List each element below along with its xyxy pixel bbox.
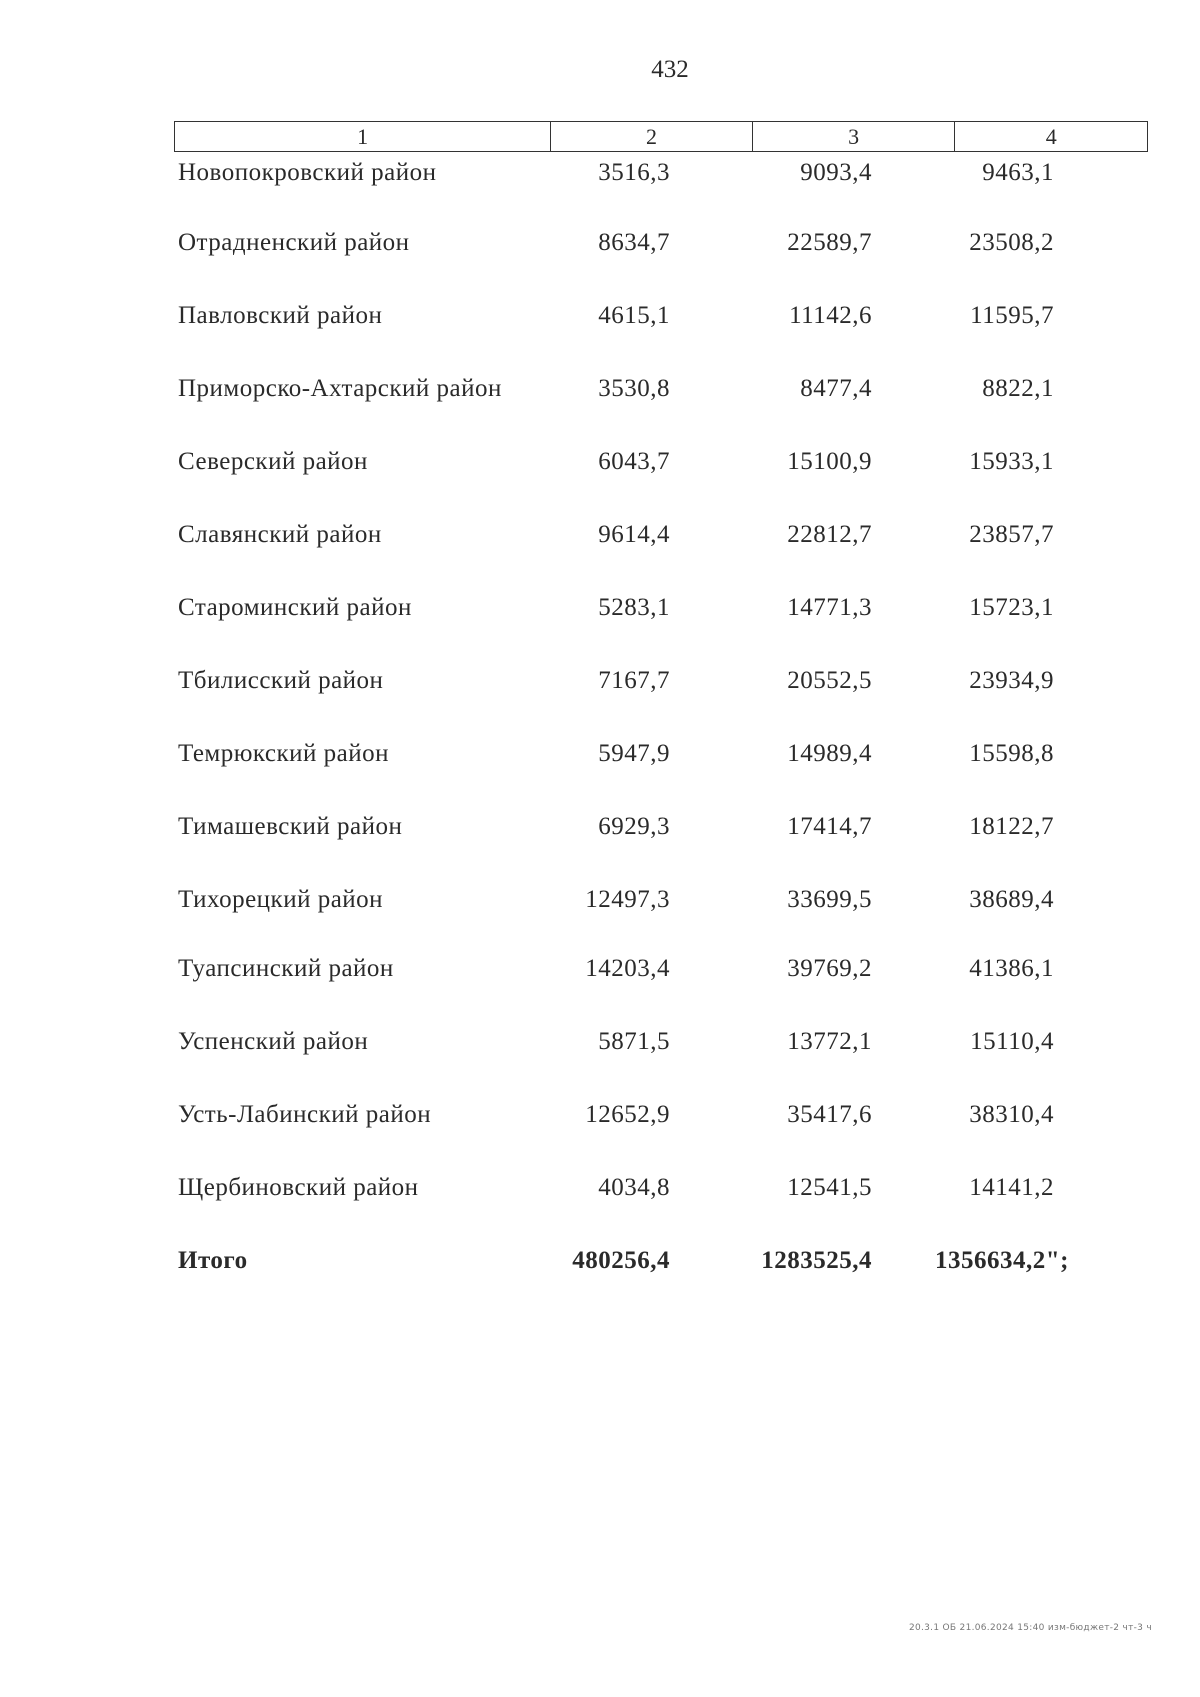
district-name: Староминский район	[178, 594, 412, 621]
table-row	[174, 594, 1148, 634]
table-row	[174, 302, 1148, 342]
value-col-4: 23857,7	[969, 521, 1054, 548]
value-col-3: 39769,2	[787, 955, 872, 982]
total-col-3: 1283525,4	[761, 1247, 872, 1274]
value-col-2: 14203,4	[585, 955, 670, 982]
district-name: Северский район	[178, 448, 368, 475]
value-col-3: 22589,7	[787, 229, 872, 256]
total-row	[174, 1247, 1148, 1287]
district-name: Щербиновский район	[178, 1174, 419, 1201]
value-col-2: 3516,3	[598, 159, 670, 186]
district-name: Туапсинский район	[178, 955, 394, 982]
value-col-2: 7167,7	[598, 667, 670, 694]
table-header	[174, 121, 1148, 152]
value-col-3: 8477,4	[800, 375, 872, 402]
value-col-2: 9614,4	[598, 521, 670, 548]
value-col-2: 4615,1	[598, 302, 670, 329]
value-col-4: 41386,1	[969, 955, 1054, 982]
value-col-4: 14141,2	[969, 1174, 1054, 1201]
district-name: Славянский район	[178, 521, 382, 548]
value-col-3: 22812,7	[787, 521, 872, 548]
table-row	[174, 448, 1148, 488]
district-name: Усть-Лабинский район	[178, 1101, 432, 1128]
document-footer-code: 20.3.1 ОБ 21.06.2024 15:40 изм-бюджет-2 чт-3 ч	[908, 1623, 1152, 1633]
header-col-3: 3	[753, 122, 956, 151]
table-row	[174, 740, 1148, 780]
table-row	[174, 1028, 1148, 1068]
value-col-2: 5947,9	[598, 740, 670, 767]
table-row	[174, 229, 1148, 269]
header-col-1: 1	[175, 122, 551, 151]
value-col-2: 4034,8	[598, 1174, 670, 1201]
table-row	[174, 813, 1148, 853]
district-name: Новопокровский район	[178, 159, 437, 186]
value-col-2: 12497,3	[585, 886, 670, 913]
district-name: Темрюкский район	[178, 740, 390, 767]
table-row	[174, 1101, 1148, 1141]
value-col-4: 23934,9	[969, 667, 1054, 694]
table-row	[174, 1174, 1148, 1214]
district-name: Успенский район	[178, 1028, 369, 1055]
table-row	[174, 886, 1148, 926]
district-name: Тихорецкий район	[178, 886, 384, 913]
table-row	[174, 521, 1148, 561]
value-col-2: 12652,9	[585, 1101, 670, 1128]
page-number: 432	[651, 56, 689, 83]
value-col-3: 15100,9	[787, 448, 872, 475]
value-col-3: 14771,3	[787, 594, 872, 621]
value-col-4: 15598,8	[969, 740, 1054, 767]
value-col-3: 33699,5	[787, 886, 872, 913]
value-col-2: 6929,3	[598, 813, 670, 840]
value-col-4: 15933,1	[969, 448, 1054, 475]
value-col-3: 9093,4	[800, 159, 872, 186]
value-col-2: 5871,5	[598, 1028, 670, 1055]
value-col-4: 9463,1	[982, 159, 1054, 186]
table-row	[174, 955, 1148, 995]
value-col-2: 5283,1	[598, 594, 670, 621]
value-col-2: 6043,7	[598, 448, 670, 475]
value-col-3: 35417,6	[787, 1101, 872, 1128]
table-row	[174, 375, 1148, 415]
value-col-4: 38689,4	[969, 886, 1054, 913]
district-name: Тбилисский район	[178, 667, 384, 694]
value-col-4: 38310,4	[969, 1101, 1054, 1128]
value-col-2: 8634,7	[598, 229, 670, 256]
table-row	[174, 667, 1148, 707]
value-col-4: 8822,1	[982, 375, 1054, 402]
district-name: Павловский район	[178, 302, 383, 329]
value-col-4: 15110,4	[970, 1028, 1054, 1055]
value-col-3: 13772,1	[787, 1028, 872, 1055]
total-col-4: 1356634,2";	[935, 1247, 1069, 1274]
total-col-2: 480256,4	[572, 1247, 670, 1274]
total-label: Итого	[178, 1247, 248, 1274]
header-col-4: 4	[1045, 124, 1057, 149]
value-col-4: 23508,2	[969, 229, 1054, 256]
table-row	[174, 159, 1148, 199]
value-col-4: 15723,1	[969, 594, 1054, 621]
value-col-3: 17414,7	[787, 813, 872, 840]
district-name: Отрадненский район	[178, 229, 410, 256]
value-col-4: 11595,7	[970, 302, 1054, 329]
value-col-4: 18122,7	[969, 813, 1054, 840]
district-name: Тимашевский район	[178, 813, 403, 840]
value-col-3: 20552,5	[787, 667, 872, 694]
district-name: Приморско-Ахтарский район	[178, 375, 502, 402]
value-col-2: 3530,8	[598, 375, 670, 402]
header-col-2: 2	[551, 122, 753, 151]
value-col-3: 12541,5	[787, 1174, 872, 1201]
value-col-3: 11142,6	[789, 302, 872, 329]
value-col-3: 14989,4	[787, 740, 872, 767]
